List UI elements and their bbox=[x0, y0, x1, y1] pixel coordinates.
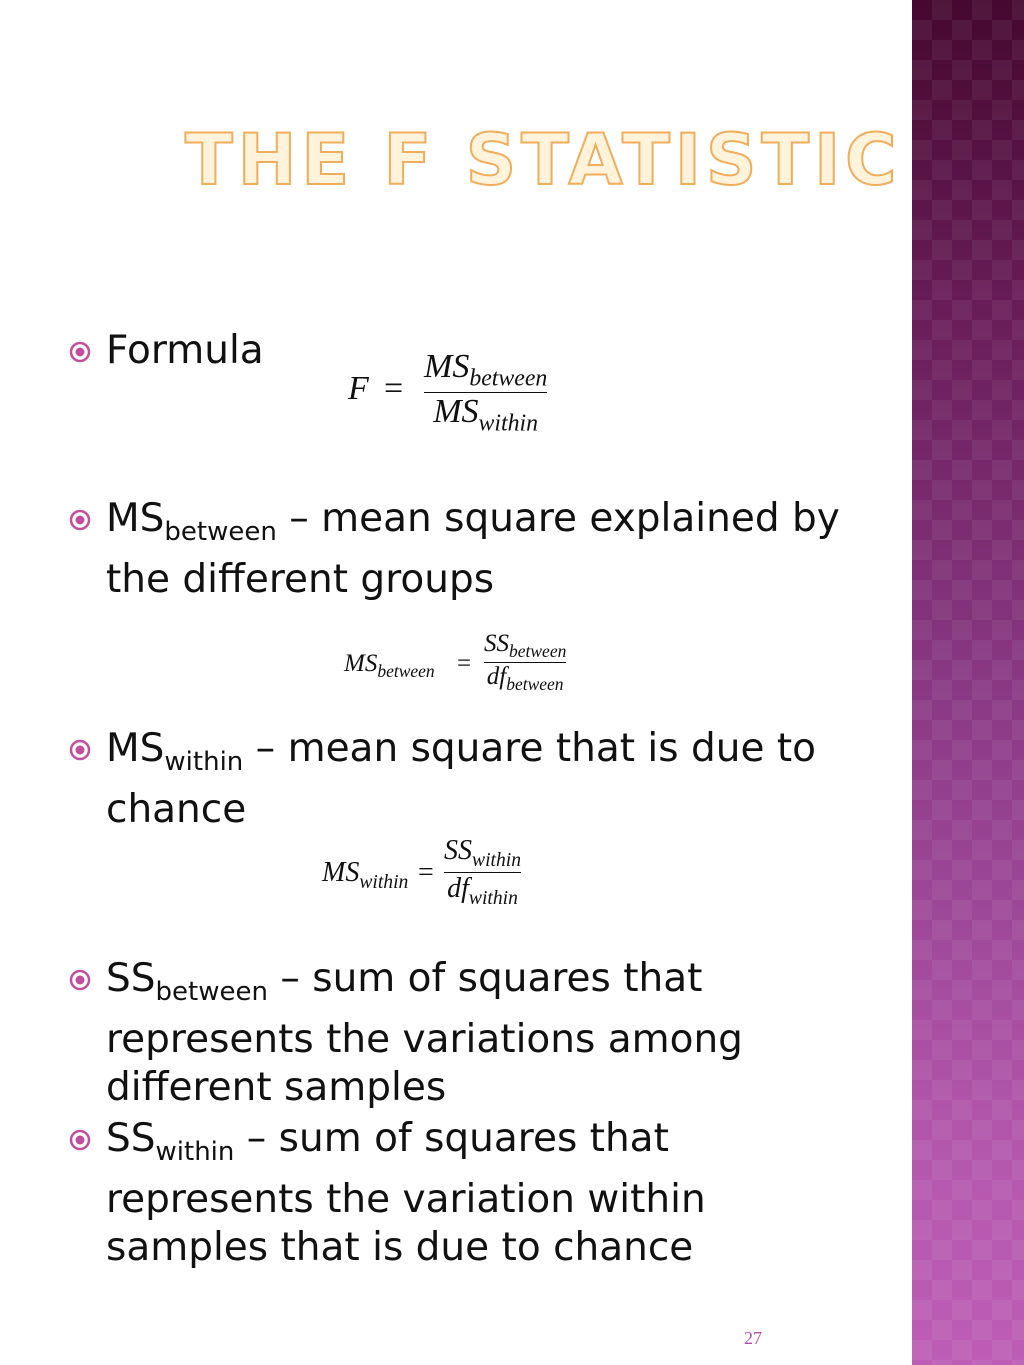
bullet-description: – mean square that is due to chance bbox=[106, 726, 816, 832]
bullet-circle-icon bbox=[68, 508, 92, 532]
fraction-denominator: $df_{between}$ bbox=[486, 663, 564, 695]
bullet-circle-icon bbox=[68, 968, 92, 992]
bullet-circle-icon bbox=[68, 340, 92, 364]
bullet-subscript: between bbox=[164, 517, 277, 547]
bullet-subscript: within bbox=[164, 747, 244, 777]
equation-fraction bbox=[484, 630, 566, 695]
decorative-side-band bbox=[912, 0, 1024, 1365]
equals-sign: = bbox=[418, 857, 434, 888]
equation-fraction bbox=[424, 348, 547, 438]
bullet-subscript: between bbox=[155, 977, 268, 1007]
fraction-denominator: $df_{within}$ bbox=[447, 872, 518, 909]
bullet-head: MS bbox=[106, 726, 165, 771]
bullet-ms-within bbox=[68, 725, 868, 834]
bullet-description: – sum of squares that represents the variation within samples that is due to chance bbox=[106, 1116, 706, 1270]
fraction-numerator: $MS_{between}$ bbox=[424, 348, 548, 392]
equals-sign: = bbox=[384, 370, 404, 407]
bullet-description: – sum of squares that represents the variations among different samples bbox=[106, 956, 743, 1110]
bullet-ms-between bbox=[68, 495, 868, 604]
equals-sign: = bbox=[457, 650, 472, 677]
bullet-head: SS bbox=[106, 1116, 156, 1161]
ms-between-equation bbox=[344, 630, 594, 720]
page-number: 27 bbox=[744, 1328, 762, 1348]
bullet-description: – mean square explained by the different groups bbox=[106, 496, 840, 602]
equation-lhs: $MS_{within}$ bbox=[322, 857, 409, 893]
bullet-head: SS bbox=[106, 956, 156, 1001]
fraction-denominator: $MS_{within}$ bbox=[433, 393, 539, 437]
slide-title: THE F STATISTIC bbox=[185, 119, 902, 201]
equation-fraction bbox=[444, 835, 521, 910]
bullet-circle-icon bbox=[68, 738, 92, 762]
equation-lhs: $MS_{between}$ bbox=[344, 650, 435, 682]
bullet-subscript: within bbox=[155, 1137, 235, 1167]
bullet-ss-within bbox=[68, 1115, 868, 1272]
bullet-ss-between bbox=[68, 955, 868, 1112]
fraction-numerator: $SS_{within}$ bbox=[444, 835, 521, 871]
equation-lhs: F bbox=[348, 370, 369, 407]
ms-within-equation bbox=[322, 835, 552, 930]
bullet-circle-icon bbox=[68, 1128, 92, 1152]
bullet-head: Formula bbox=[106, 328, 264, 373]
f-formula-equation bbox=[346, 348, 586, 448]
fraction-numerator: $SS_{between}$ bbox=[484, 630, 567, 662]
bullet-head: MS bbox=[106, 496, 165, 541]
